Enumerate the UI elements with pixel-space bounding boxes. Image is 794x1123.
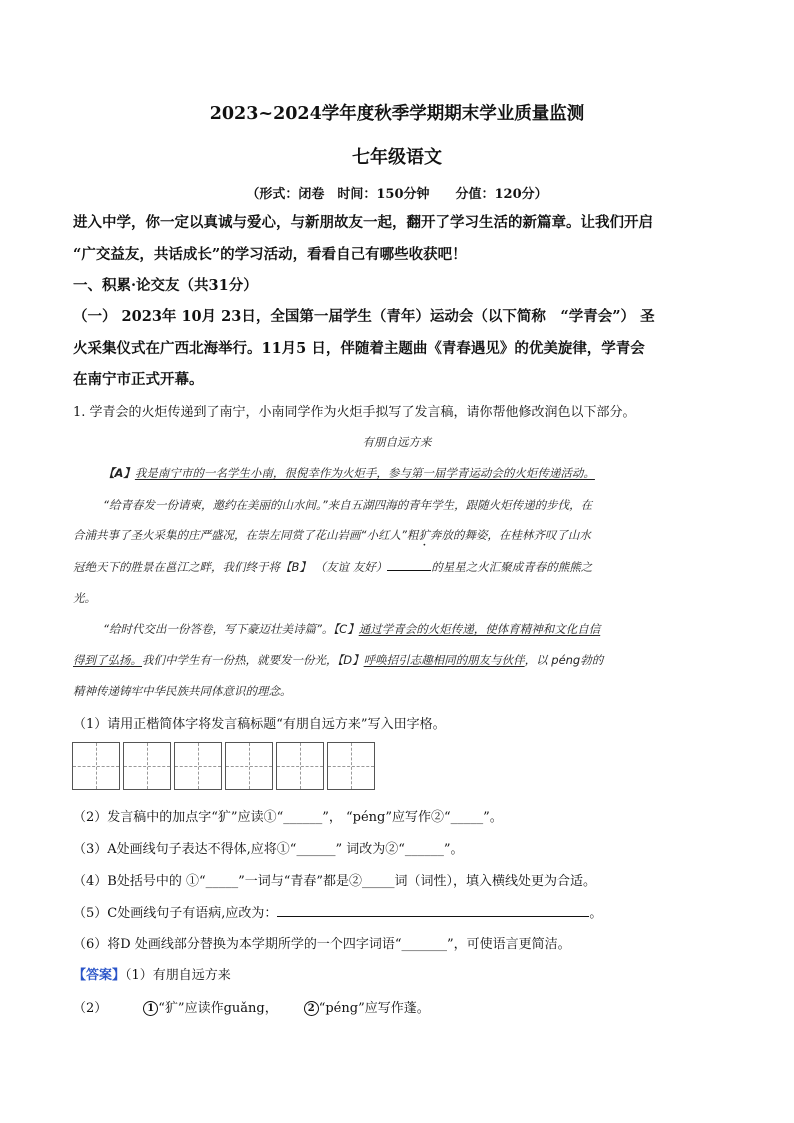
text-segment: 的星星之火汇聚成青春的熊熊之 <box>431 560 593 574</box>
question-1-prompt: 1. 学青会的火炬传递到了南宁，小南同学作为火炬手拟写了发言稿，请你帮他修改润色以下部分。 <box>73 405 636 420</box>
underlined-phrase-d: 呼唤招引志趣相同的朋友与伙伴 <box>363 653 525 667</box>
circled-number-2: 2 <box>304 1001 319 1016</box>
underlined-sentence-a: 我是南宁市的一名学生小南，很倪幸作为火炬手，参与第一届学青运动会的火炬传递活动。 <box>134 466 595 480</box>
context-line-1: （一） 2023年 10月 23日，全国第一届学生（青年）运动会（以下简称 “学青会”） 圣 <box>73 308 655 325</box>
dotted-character: 犷 <box>418 528 430 542</box>
intro-line-1: 进入中学，你一定以真诚与爱心，与新朋故友一起，翻开了学习生活的新篇章。让我们开启 <box>73 214 653 231</box>
intro-line-2: “广交益友，共话成长”的学习活动，看看自己有哪些收获吧！ <box>73 246 467 263</box>
paragraph-2-line-1: “给青春发一份请柬，邀约在美丽的山水间。”来自五湖四海的青年学生，跟随火炬传递的步伐，在 <box>103 498 593 512</box>
blank-b <box>387 558 431 571</box>
answer-line-1 <box>73 964 231 983</box>
underlined-sentence-c: 通过学青会的火炬传递，使体育精神和文化自信 <box>358 622 601 636</box>
text-segment: “给时代交出一份答卷，写下豪迈壮美诗篇”。【C】 <box>103 622 359 636</box>
tianzige-cell-2[interactable] <box>123 742 171 790</box>
tianzige-cell-6[interactable] <box>327 742 375 790</box>
marker-a: 【A】 <box>103 466 135 480</box>
section-heading: 一、积累·论交友（共31分） <box>73 277 258 294</box>
answer-2-item-1: “犷”应读作guǎng， <box>158 1001 278 1016</box>
exam-subtitle: 七年级语文 <box>352 147 442 168</box>
subquestion-1: （1）请用正楷简体字将发言稿标题“有朋自远方来”写入田字格。 <box>73 717 446 732</box>
tianzige-cell-4[interactable] <box>225 742 273 790</box>
answer-2-label: （2） <box>73 1001 108 1016</box>
context-line-2: 火采集仪式在广西北海举行。11月5 日，伴随着主题曲《青春遇见》的优美旋律，学青会 <box>73 340 645 357</box>
paragraph-2-line-4: 光。 <box>73 591 96 605</box>
answer-line-2 <box>73 997 430 1016</box>
text-segment: 奔放的舞姿，在桂林齐叹了山水 <box>429 528 591 542</box>
subquestion-4: （4）B处括号中的 ①“_____”一词与“青春”都是②_____词（词性），填入横线处更为合适。 <box>73 874 597 889</box>
text-segment: （5）C处画线句子有语病,应改为： <box>73 906 278 921</box>
paragraph-2-line-3 <box>73 558 592 575</box>
subquestion-6: （6）将D 处画线部分替换为本学期所学的一个四字词语“_______”，可使语言更简洁。 <box>73 937 571 952</box>
subquestion-3: （3）A处画线句子表达不得体,应将①“______” 词改为②“______”。 <box>73 842 464 857</box>
paragraph-3-line-1 <box>103 621 600 637</box>
text-segment: ，以 péng勃的 <box>524 653 604 667</box>
exam-title: 2023~2024学年度秋季学期期末学业质量监测 <box>209 104 585 124</box>
context-line-3: 在南宁市正式开幕。 <box>73 371 204 388</box>
underlined-sentence-c-end: 得到了弘扬。 <box>73 653 142 667</box>
paragraph-a <box>103 465 595 481</box>
tianzige-cell-5[interactable] <box>276 742 324 790</box>
circled-number-1: 1 <box>143 1001 158 1016</box>
text-segment: 。 <box>589 906 603 921</box>
answer-1: （1）有朋自远方来 <box>125 968 231 983</box>
paragraph-3-line-3: 精神传递铸牢中华民族共同体意识的理念。 <box>73 684 292 698</box>
answer-line-5[interactable] <box>277 904 589 917</box>
answer-2-item-2: “péng”应写作蓬。 <box>318 1001 430 1016</box>
subquestion-2: （2）发言稿中的加点字“犷”应读①“______”， “péng”应写作②“_____”。 <box>73 810 503 825</box>
text-segment: 冠绝天下的胜景在邕江之畔，我们终于将【B】 （友谊 友好） <box>73 560 388 574</box>
answer-tag: 【答案】 <box>73 968 126 983</box>
text-segment: 合浦共事了圣火采集的庄严盛况，在崇左同赏了花山岩画“小红人”粗 <box>73 528 419 542</box>
paragraph-2-line-2 <box>73 527 591 549</box>
exam-info: （形式：闭卷 时间：150分钟 分值：120分） <box>246 187 548 202</box>
subquestion-5 <box>73 902 602 921</box>
speech-title: 有朋自远方来 <box>362 435 432 449</box>
text-segment: 我们中学生有一份热，就要发一份光，【D】 <box>142 653 364 667</box>
paragraph-3-line-2 <box>73 652 603 668</box>
tianzige-cell-1[interactable] <box>72 742 120 790</box>
tianzige-cell-3[interactable] <box>174 742 222 790</box>
